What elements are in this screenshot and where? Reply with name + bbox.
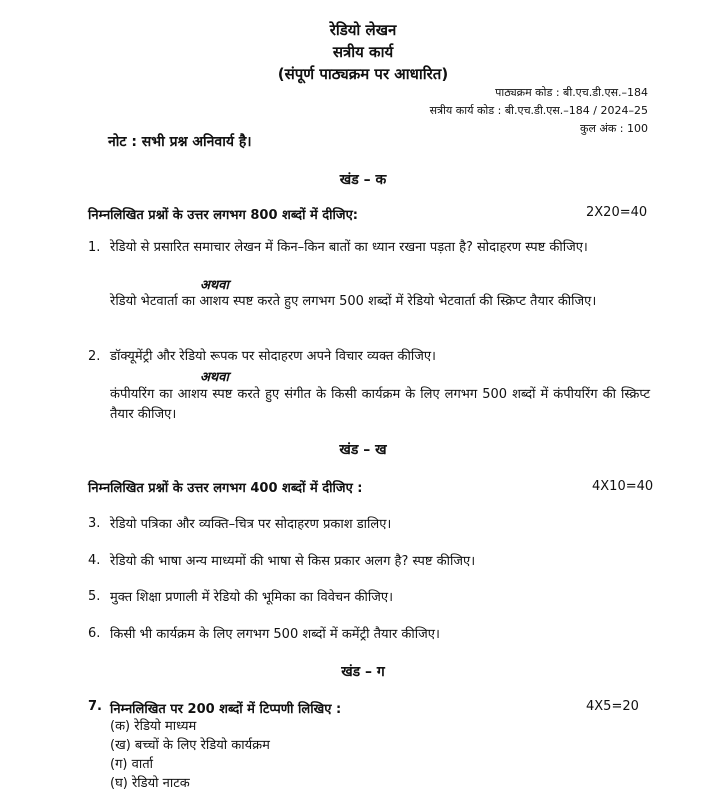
question-number: 5. [88,589,101,604]
question-number: 2. [88,349,101,364]
document-subtitle: सत्रीय कार्य [332,43,394,61]
basis-note: (संपूर्ण पाठ्यक्रम पर आधारित) [277,65,449,83]
question-number: 4. [88,553,101,568]
note-text: नोट : सभी प्रश्न अनिवार्य है। [108,134,252,150]
total-marks: कुल अंक : 100 [580,122,648,135]
list-item: (क) रेडियो माध्यम [110,719,197,734]
section-c-instruction: निम्नलिखित पर 200 शब्दों में टिप्पणी लिखिए : [110,702,342,717]
section-a-marks: 2X20=40 [586,205,648,220]
question-number: 3. [88,516,101,531]
question-4-text: रेडियो की भाषा अन्य माध्यमों की भाषा से किस प्रकार अलग है? स्पष्ट कीजिए। [110,554,476,569]
list-item: (ग) वार्ता [110,757,153,772]
section-a-heading: खंड – क [339,172,387,188]
document-title: रेडियो लेखन [329,21,397,39]
question-6-text: किसी भी कार्यक्रम के लिए लगभग 500 शब्दों में कमेंट्री तैयार कीजिए। [110,627,440,642]
question-number: 1. [88,240,101,255]
assignment-code: सत्रीय कार्य कोड : बी.एच.डी.एस.–184 / 2024–25 [429,104,648,117]
list-item: (ख) बच्चों के लिए रेडियो कार्यक्रम [110,738,270,753]
course-code: पाठ्यक्रम कोड : बी.एच.डी.एस.–184 [495,86,648,99]
section-c-heading: खंड – ग [341,664,385,680]
section-b-instruction: निम्नलिखित प्रश्नों के उत्तर लगभग 400 शब्दों में दीजिए : [88,481,363,496]
question-1-alternative: रेडियो भेटवार्ता का आशय स्पष्ट करते हुए लगभग 500 शब्दों में रेडियो भेटवार्ता की स्क्रिप्ट तैयार कीजिए। [110,294,597,309]
question-number: 6. [88,626,101,641]
question-3-text: रेडियो पत्रिका और व्यक्ति–चित्र पर सोदाहरण प्रकाश डालिए। [110,517,392,532]
question-2-text: डॉक्यूमेंट्री और रेडियो रूपक पर सोदाहरण अपने विचार व्यक्त कीजिए। [110,349,436,364]
question-5-text: मुक्त शिक्षा प्रणाली में रेडियो की भूमिका का विवेचन कीजिए। [110,590,394,605]
question-2-alternative: कंपीयरिंग का आशय स्पष्ट करते हुए संगीत के किसी कार्यक्रम के लिए लगभग 500 शब्दों में कंपीयरिंग की स्क्रिप्ट तैयार कीजिए। [110,387,650,422]
section-c-marks: 4X5=20 [586,699,639,714]
or-label: अथवा [200,370,229,385]
section-a-instruction: निम्नलिखित प्रश्नों के उत्तर लगभग 800 शब्दों में दीजिए: [88,208,358,223]
or-label: अथवा [200,278,229,293]
section-b-heading: खंड – ख [339,442,387,458]
section-b-marks: 4X10=40 [592,479,654,494]
list-item: (घ) रेडियो नाटक [110,776,190,791]
question-number: 7. [88,699,102,714]
question-1-text: रेडियो से प्रसारित समाचार लेखन में किन–किन बातों का ध्यान रखना पड़ता है? सोदाहरण स्पष्ट कीजिए। [110,240,588,255]
